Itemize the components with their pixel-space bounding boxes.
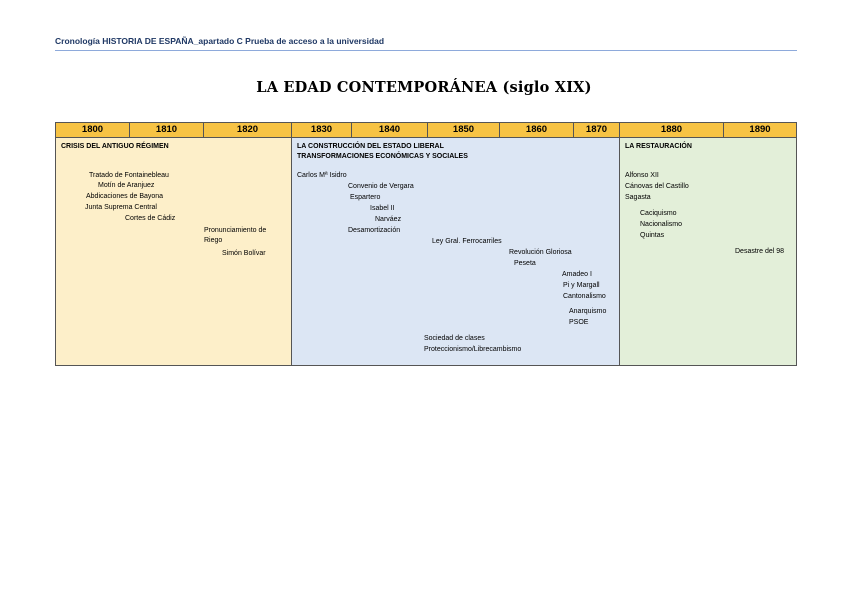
period-title-line: CRISIS DEL ANTIGUO RÉGIMEN [61, 143, 169, 150]
year-bar [56, 123, 796, 138]
year-1870: 1870 [574, 123, 620, 137]
event: Isabel II [370, 205, 395, 212]
year-1830: 1830 [292, 123, 352, 137]
year-1850: 1850 [428, 123, 500, 137]
year-1820: 1820 [204, 123, 292, 137]
event: Tratado de Fontainebleau [89, 172, 169, 179]
event: Pronunciamiento de [204, 227, 267, 234]
period-restauracion [620, 138, 796, 365]
event: Anarquismo [569, 308, 607, 315]
event: Junta Suprema Central [85, 204, 157, 211]
event: Quintas [640, 232, 665, 239]
year-1840: 1840 [352, 123, 428, 137]
page-title: LA EDAD CONTEMPORÁNEA (siglo XIX) [256, 79, 592, 96]
event: Sagasta [625, 194, 651, 201]
event: Cantonalismo [563, 293, 606, 300]
event: Convenio de Vergara [348, 183, 414, 190]
period-title-line: TRANSFORMACIONES ECONÓMICAS Y SOCIALES [297, 153, 468, 160]
event: PSOE [569, 319, 589, 326]
event: Narváez [375, 216, 402, 223]
event: Motín de Aranjuez [98, 182, 155, 189]
year-1890: 1890 [749, 124, 771, 135]
period-title [61, 142, 169, 152]
event: Carlos Mª Isidro [297, 172, 347, 179]
event: Riego [204, 237, 223, 244]
period-crisis-antiguo-regimen [56, 138, 292, 365]
event: Revolución Gloriosa [509, 249, 572, 256]
event: Proteccionismo/Librecambismo [424, 346, 522, 353]
period-estado-liberal [292, 138, 620, 365]
event: Ley Gral. Ferrocarriles [432, 238, 502, 245]
event: Simón Bolívar [222, 250, 266, 257]
period-title-line: LA CONSTRUCCIÓN DEL ESTADO LIBERAL [297, 143, 444, 150]
event: Cánovas del Castillo [625, 183, 689, 190]
event: Alfonso XII [625, 172, 659, 179]
event: Sociedad de clases [424, 335, 485, 342]
event: Nacionalismo [640, 221, 683, 228]
period-title-line: LA RESTAURACIÓN [625, 143, 692, 150]
year-1810: 1810 [130, 123, 204, 137]
year-1860: 1860 [500, 123, 574, 137]
event: Pi y Margall [563, 282, 600, 289]
event: Espartero [350, 194, 381, 201]
period-title [297, 142, 468, 162]
event: Caciquismo [640, 210, 677, 217]
document-header: Cronología HISTORIA DE ESPAÑA_apartado C Prueba de acceso a la universidad [55, 36, 797, 51]
year-1800: 1800 [56, 123, 130, 137]
event: Peseta [514, 260, 536, 267]
period-title [625, 142, 692, 152]
event: Desamortización [348, 227, 401, 234]
year-1880: 1880 [620, 123, 724, 137]
event: Amadeo I [562, 271, 592, 278]
event: Desastre del 98 [735, 248, 785, 255]
event: Cortes de Cádiz [125, 215, 176, 222]
timeline-table [55, 122, 797, 366]
event: Abdicaciones de Bayona [86, 193, 164, 200]
